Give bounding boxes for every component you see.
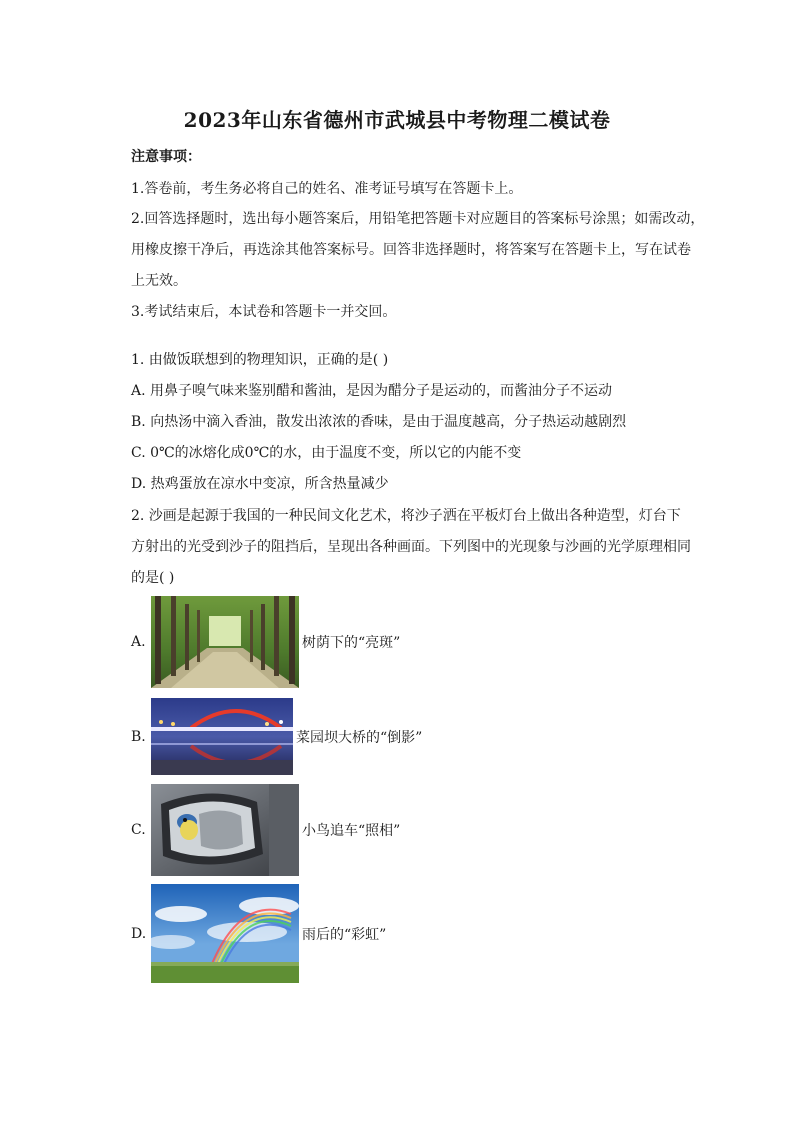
option-caption: 树荫下的“亮斑” <box>302 635 401 651</box>
question-2-stem-line-1: 2. 沙画是起源于我国的一种民间文化艺术，将沙子洒在平板灯台上做出各种造型，灯台下 <box>131 508 681 524</box>
question-1-option-d: D. 热鸡蛋放在凉水中变凉，所含热量减少 <box>131 476 389 492</box>
option-letter: C. <box>131 822 146 838</box>
question-2-option-a <box>131 596 400 688</box>
question-1-option-a: A. 用鼻子嗅气味来鉴别醋和酱油，是因为醋分子是运动的，而酱油分子不运动 <box>131 383 613 399</box>
notice-item-2-cont: 用橡皮擦干净后，再选涂其他答案标号。回答非选择题时，将答案写在答题卡上，写在试卷 <box>131 242 691 258</box>
option-letter: B. <box>131 728 146 745</box>
question-2-stem-line-2: 方射出的光受到沙子的阻挡后，呈现出各种画面。下列图中的光现象与沙画的光学原理相同 <box>131 539 691 555</box>
bridge-reflection-photo-icon <box>151 698 293 775</box>
question-2-option-b <box>131 698 422 775</box>
question-2-option-c <box>131 784 400 876</box>
notice-item-1: 1.答卷前，考生务必将自己的姓名、准考证号填写在答题卡上。 <box>131 181 523 197</box>
question-1-stem: 1. 由做饭联想到的物理知识，正确的是( ) <box>131 352 389 368</box>
notice-item-2: 2.回答选择题时，选出每小题答案后，用铅笔把答题卡对应题目的答案标号涂黑；如需改动， <box>131 211 705 227</box>
option-letter: A. <box>131 634 146 650</box>
tree-avenue-photo-icon <box>151 596 299 688</box>
question-1-option-c: C. 0℃的冰熔化成0℃的水，由于温度不变，所以它的内能不变 <box>131 445 522 461</box>
option-caption: 菜园坝大桥的“倒影” <box>296 729 423 746</box>
question-2-stem-line-3: 的是( ) <box>131 570 175 586</box>
notice-item-2-end: 上无效。 <box>131 273 187 289</box>
question-2-option-d <box>131 884 386 983</box>
option-caption: 小鸟追车“照相” <box>302 823 401 839</box>
notice-heading: 注意事项： <box>131 149 201 165</box>
notice-item-3: 3.考试结束后，本试卷和答题卡一并交回。 <box>131 304 397 320</box>
rainbow-photo-icon <box>151 884 299 983</box>
question-1-option-b: B. 向热汤中滴入香油，散发出浓浓的香味，是由于温度越高，分子热运动越剧烈 <box>131 414 627 430</box>
option-letter: D. <box>131 925 147 942</box>
option-caption: 雨后的“彩虹” <box>302 926 387 943</box>
page-title: 2023年山东省德州市武城县中考物理二模试卷 <box>183 108 611 132</box>
bird-mirror-photo-icon <box>151 784 299 876</box>
